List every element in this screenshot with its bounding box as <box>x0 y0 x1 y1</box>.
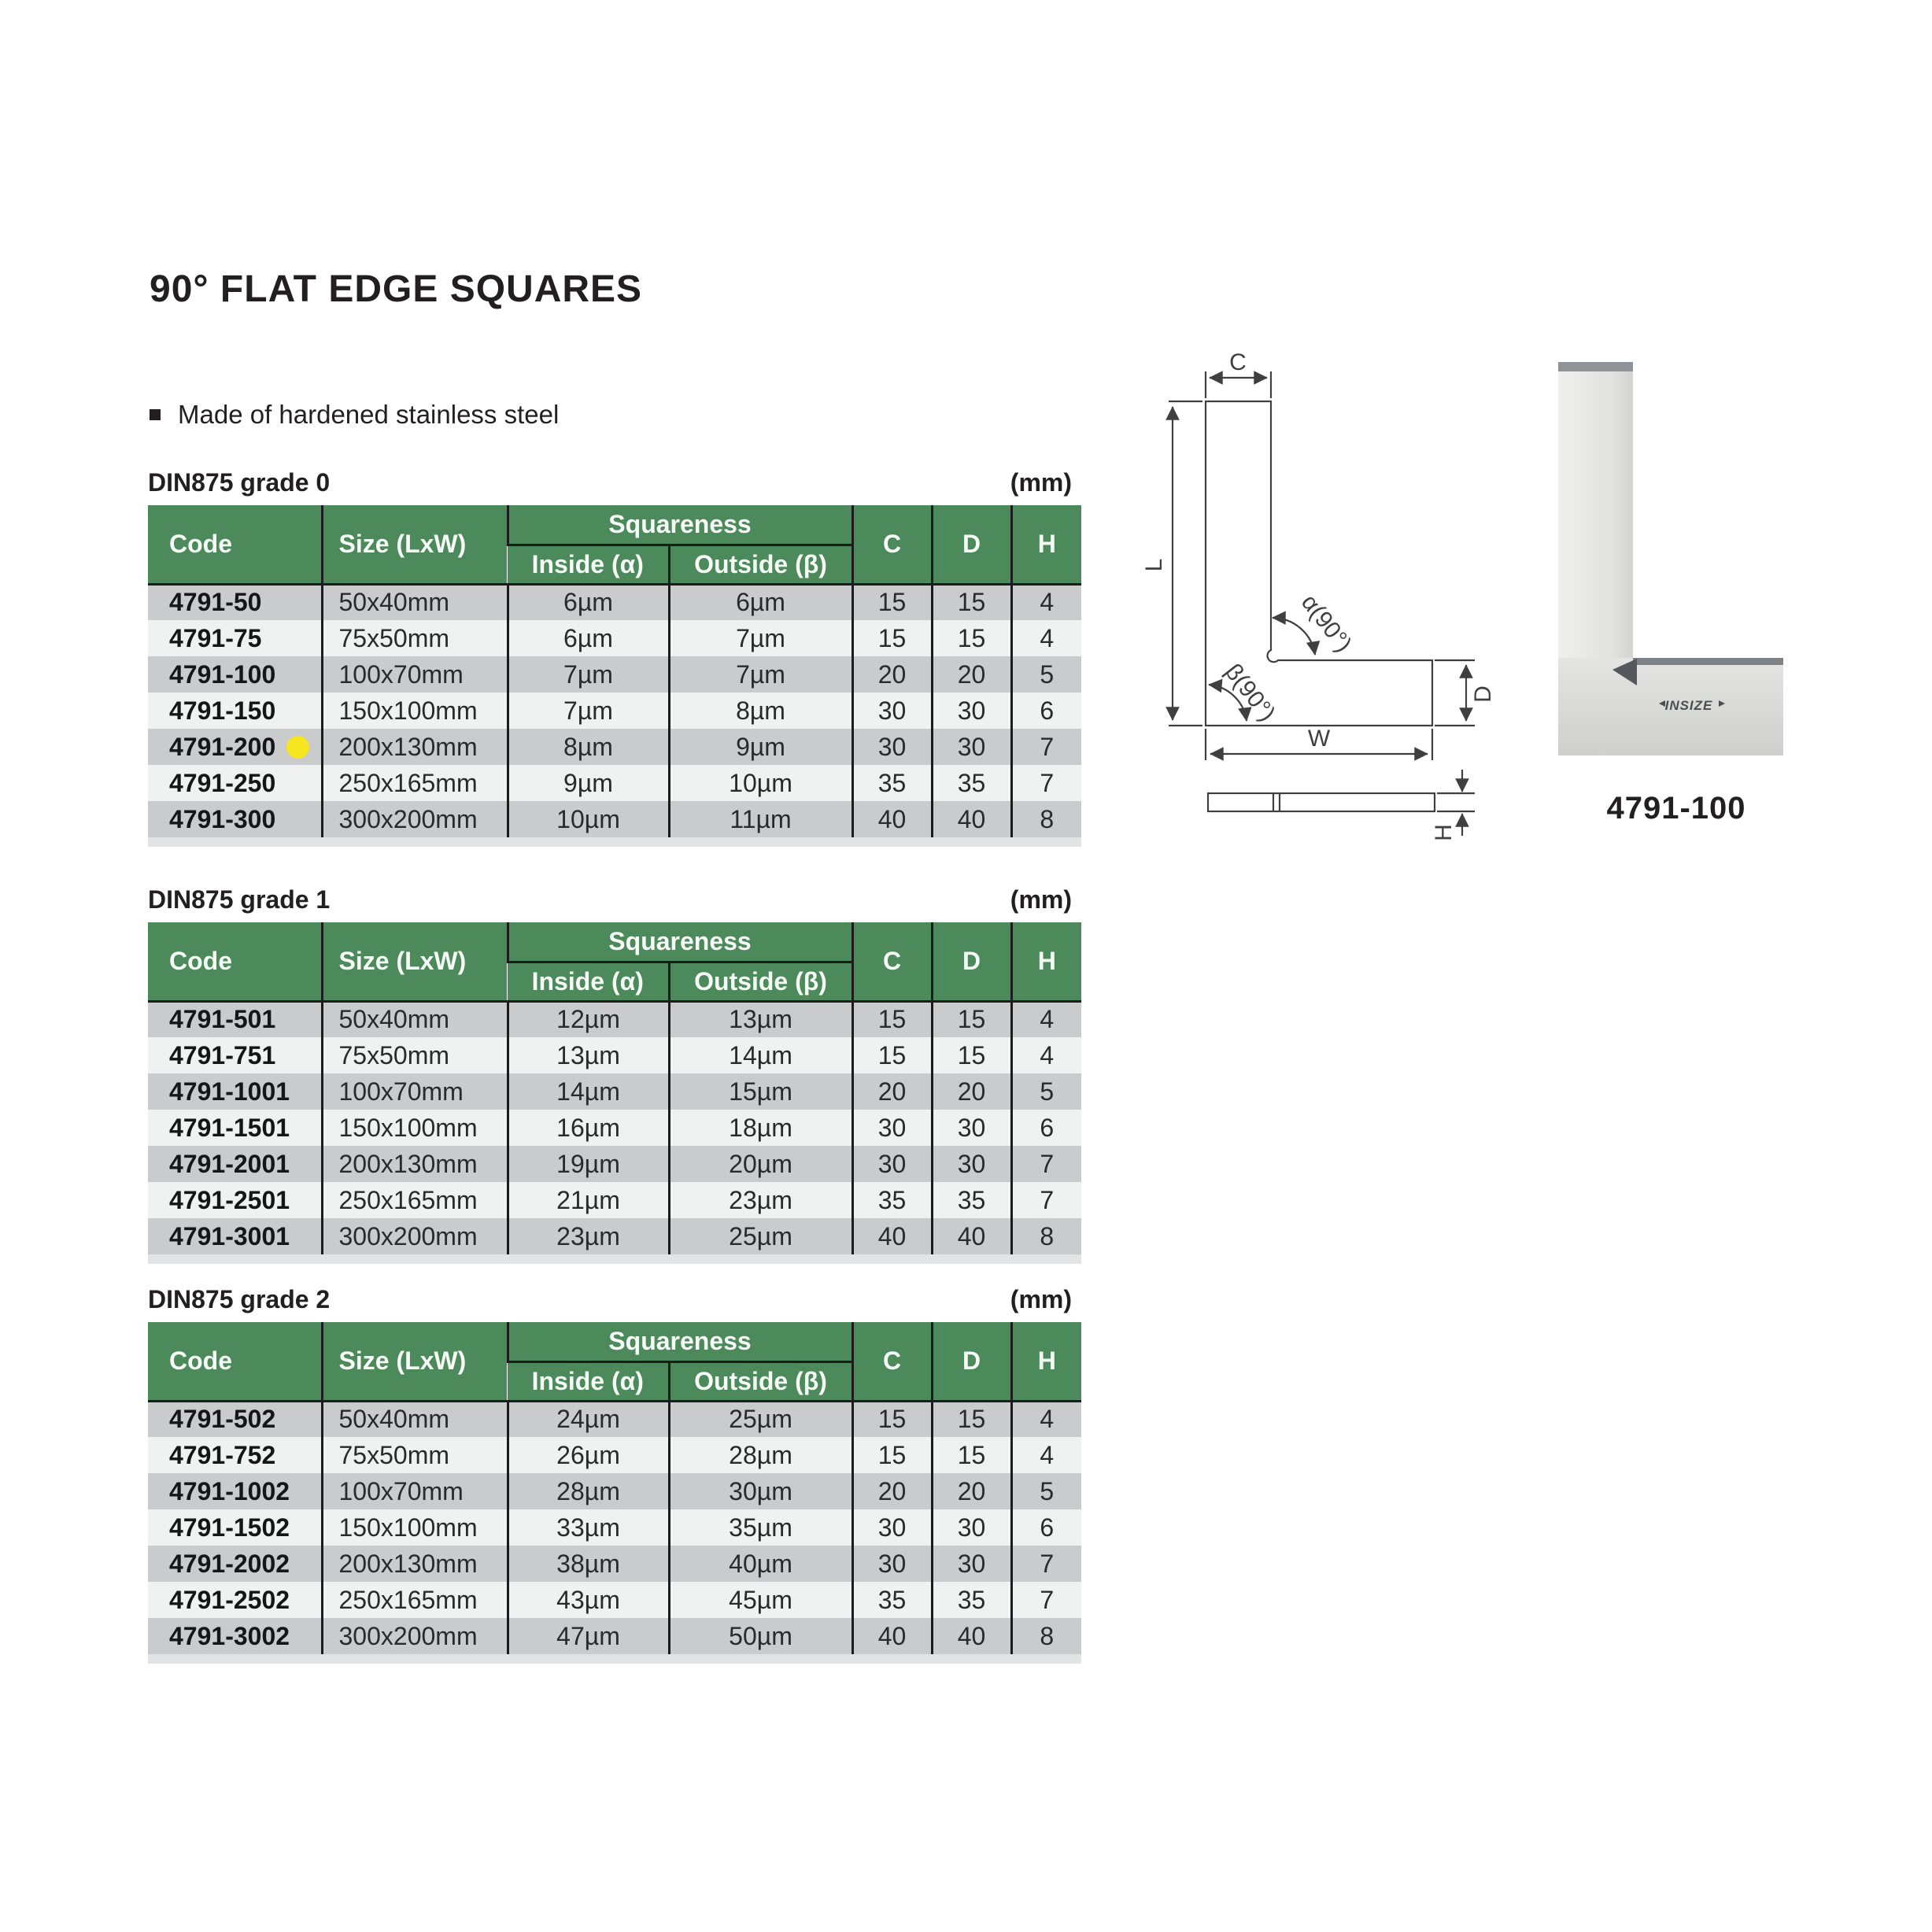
highlight-dot-icon <box>286 736 309 759</box>
table-cell: 6µm <box>669 584 852 620</box>
table-cell: 13µm <box>669 1001 852 1037</box>
table-row <box>148 1509 1081 1546</box>
table-cell: 4791-502 <box>169 1405 276 1434</box>
column-header: Squareness <box>508 505 852 545</box>
table-cell: 4791-250 <box>169 768 276 797</box>
dim-label-l: L <box>1141 558 1167 572</box>
table-cell: 4791-150 <box>169 696 276 725</box>
table-row <box>148 1437 1081 1473</box>
table-row <box>148 1001 1081 1037</box>
table-cell: 40 <box>852 801 932 837</box>
table-row <box>148 801 1081 837</box>
column-header: Inside (α) <box>508 962 669 1001</box>
table-row <box>148 693 1081 729</box>
table-cell: 15 <box>852 1001 932 1037</box>
table-cell: 7 <box>1011 1582 1081 1618</box>
table-row <box>148 1401 1081 1437</box>
table-row <box>148 729 1081 765</box>
table-row <box>148 1473 1081 1509</box>
brand-logo-text: INSIZE <box>1664 698 1713 713</box>
table-cell: 38µm <box>508 1546 669 1582</box>
table-cell: 4791-2501 <box>169 1185 290 1214</box>
table-cell: 4791-100 <box>169 659 276 689</box>
table-cell: 15 <box>932 1437 1011 1473</box>
table-bottom-edge <box>148 837 1081 847</box>
table-cell: 4 <box>1011 1001 1081 1037</box>
table-cell: 5 <box>1011 656 1081 693</box>
table-cell: 33µm <box>508 1509 669 1546</box>
spec-table <box>148 1322 1081 1654</box>
table-cell: 35µm <box>669 1509 852 1546</box>
column-header: D <box>932 505 1011 584</box>
column-header: Outside (β) <box>669 962 852 1001</box>
table-cell: 12µm <box>508 1001 669 1037</box>
table-cell: 20µm <box>669 1146 852 1182</box>
table-cell: 8µm <box>669 693 852 729</box>
table-cell: 23µm <box>669 1182 852 1218</box>
column-header: Squareness <box>508 922 852 962</box>
table-cell: 25µm <box>669 1401 852 1437</box>
column-header: D <box>932 922 1011 1001</box>
bullet-marker-icon <box>150 409 161 420</box>
table-cell: 20 <box>932 1473 1011 1509</box>
table-row <box>148 656 1081 693</box>
table-cell: 30 <box>932 1509 1011 1546</box>
dim-label-alpha: α(90°) <box>1296 589 1357 657</box>
table-cell: 50µm <box>669 1618 852 1654</box>
table-cell: 20 <box>852 656 932 693</box>
table-cell: 4791-300 <box>169 804 276 833</box>
table-cell: 35 <box>932 1182 1011 1218</box>
column-header: Squareness <box>508 1322 852 1361</box>
base-top-face <box>1633 658 1783 665</box>
table-cell: 7 <box>1011 729 1081 765</box>
table-cell: 6 <box>1011 1509 1081 1546</box>
table-cell: 28µm <box>508 1473 669 1509</box>
table-cell: 6 <box>1011 1110 1081 1146</box>
table-cell: 7 <box>1011 1546 1081 1582</box>
unit-label: (mm) <box>1010 885 1072 914</box>
table-cell: 50x40mm <box>322 1001 508 1037</box>
table-cell: 11µm <box>669 801 852 837</box>
table-cell: 47µm <box>508 1618 669 1654</box>
table-cell: 8 <box>1011 1618 1081 1654</box>
table-cell: 35 <box>852 1182 932 1218</box>
table-cell: 200x130mm <box>322 729 508 765</box>
table-cell: 30 <box>852 729 932 765</box>
table-cell: 8 <box>1011 801 1081 837</box>
table-cell: 30 <box>932 1546 1011 1582</box>
table-cell: 13µm <box>508 1037 669 1073</box>
table-cell: 250x165mm <box>322 1582 508 1618</box>
column-header: Outside (β) <box>669 545 852 584</box>
column-header: Inside (α) <box>508 1361 669 1401</box>
spec-table <box>148 505 1081 837</box>
table-cell: 6µm <box>508 620 669 656</box>
unit-label: (mm) <box>1010 468 1072 497</box>
table-row <box>148 1037 1081 1073</box>
table-cell: 30 <box>932 1110 1011 1146</box>
table-row <box>148 620 1081 656</box>
column-header: Code <box>148 505 322 584</box>
table-cell: 4791-1002 <box>169 1476 290 1505</box>
table-cell: 50x40mm <box>322 1401 508 1437</box>
table-cell: 150x100mm <box>322 1509 508 1546</box>
table-cell: 15 <box>932 1001 1011 1037</box>
table-cell: 5 <box>1011 1073 1081 1110</box>
table-cell: 15 <box>932 620 1011 656</box>
table-cell: 35 <box>932 1582 1011 1618</box>
spec-table <box>148 922 1081 1254</box>
column-header: C <box>852 922 932 1001</box>
table-cell: 4791-75 <box>169 623 262 652</box>
dim-label-w: W <box>1307 726 1331 752</box>
section-label: DIN875 grade 1 <box>148 885 331 914</box>
table-cell: 40 <box>932 801 1011 837</box>
table-cell: 7µm <box>508 693 669 729</box>
table-cell: 4791-501 <box>169 1005 276 1034</box>
column-header: H <box>1011 1322 1081 1401</box>
table-cell: 7 <box>1011 1146 1081 1182</box>
product-caption: 4791-100 <box>1606 791 1746 826</box>
table-cell: 14µm <box>508 1073 669 1110</box>
blade-face <box>1558 371 1633 658</box>
table-cell: 6 <box>1011 693 1081 729</box>
table-cell: 30 <box>932 729 1011 765</box>
table-cell: 18µm <box>669 1110 852 1146</box>
table-cell: 40µm <box>669 1546 852 1582</box>
table-cell: 20 <box>932 1073 1011 1110</box>
table-cell: 75x50mm <box>322 1437 508 1473</box>
table-cell: 50x40mm <box>322 584 508 620</box>
table-cell: 4791-752 <box>169 1440 276 1469</box>
table-cell: 100x70mm <box>322 1073 508 1110</box>
table-row <box>148 1546 1081 1582</box>
table-cell: 4791-50 <box>169 588 262 617</box>
table-row <box>148 1110 1081 1146</box>
table-cell: 4791-1501 <box>169 1113 290 1142</box>
table-cell: 40 <box>852 1218 932 1254</box>
unit-label: (mm) <box>1010 1285 1072 1313</box>
table-cell: 43µm <box>508 1582 669 1618</box>
table-cell: 7µm <box>669 656 852 693</box>
table-cell: 6µm <box>508 584 669 620</box>
table-cell: 35 <box>852 1582 932 1618</box>
table-cell: 4791-1001 <box>169 1077 290 1106</box>
table-cell: 10µm <box>508 801 669 837</box>
table-cell: 75x50mm <box>322 620 508 656</box>
dim-label-d: D <box>1470 685 1496 703</box>
column-header: Code <box>148 922 322 1001</box>
table-cell: 28µm <box>669 1437 852 1473</box>
table-cell: 300x200mm <box>322 801 508 837</box>
table-cell: 4791-2502 <box>169 1585 290 1614</box>
dim-label-h: H <box>1431 824 1457 841</box>
table-cell: 30 <box>932 1146 1011 1182</box>
table-cell: 20 <box>852 1473 932 1509</box>
table-cell: 10µm <box>669 765 852 801</box>
column-header: Outside (β) <box>669 1361 852 1401</box>
table-cell: 4791-2001 <box>169 1149 290 1178</box>
table-cell: 15 <box>852 1037 932 1073</box>
table-cell: 21µm <box>508 1182 669 1218</box>
table-cell: 100x70mm <box>322 1473 508 1509</box>
table-cell: 7µm <box>669 620 852 656</box>
table-cell: 15 <box>852 584 932 620</box>
table-cell: 4791-2002 <box>169 1549 290 1578</box>
table-bottom-edge <box>148 1654 1081 1664</box>
column-header: Size (LxW) <box>322 1322 508 1401</box>
table-row <box>148 1618 1081 1654</box>
table-row <box>148 1218 1081 1254</box>
table-cell: 30 <box>932 693 1011 729</box>
table-row <box>148 1073 1081 1110</box>
column-header: D <box>932 1322 1011 1401</box>
table-cell: 4791-200 <box>148 729 322 765</box>
table-cell: 300x200mm <box>322 1218 508 1254</box>
table-cell: 7 <box>1011 765 1081 801</box>
table-cell: 4 <box>1011 1437 1081 1473</box>
table-cell: 23µm <box>508 1218 669 1254</box>
table-cell: 30µm <box>669 1473 852 1509</box>
table-cell: 4 <box>1011 1401 1081 1437</box>
table-cell: 45µm <box>669 1582 852 1618</box>
table-cell: 20 <box>932 656 1011 693</box>
spec-section-grade2 <box>148 1286 1081 1664</box>
page-title: 90° FLAT EDGE SQUARES <box>150 268 643 310</box>
table-row <box>148 765 1081 801</box>
table-cell: 300x200mm <box>322 1618 508 1654</box>
table-cell: 4 <box>1011 620 1081 656</box>
spec-section-grade0 <box>148 469 1081 847</box>
table-cell: 75x50mm <box>322 1037 508 1073</box>
table-cell: 40 <box>852 1618 932 1654</box>
table-cell: 4791-1502 <box>169 1513 290 1542</box>
table-cell: 150x100mm <box>322 693 508 729</box>
table-cell: 30 <box>852 1509 932 1546</box>
table-cell: 15 <box>932 1037 1011 1073</box>
table-row <box>148 1582 1081 1618</box>
dim-label-c: C <box>1229 349 1247 375</box>
table-cell: 30 <box>852 1546 932 1582</box>
column-header: H <box>1011 922 1081 1001</box>
table-row <box>148 584 1081 620</box>
table-cell: 40 <box>932 1218 1011 1254</box>
table-cell: 14µm <box>669 1037 852 1073</box>
table-cell: 250x165mm <box>322 765 508 801</box>
table-cell: 26µm <box>508 1437 669 1473</box>
table-cell: 30 <box>852 1146 932 1182</box>
table-cell: 9µm <box>508 765 669 801</box>
feature-text: Made of hardened stainless steel <box>178 400 560 429</box>
column-header: C <box>852 505 932 584</box>
table-cell: 30 <box>852 1110 932 1146</box>
table-cell: 15 <box>852 620 932 656</box>
table-row <box>148 1182 1081 1218</box>
table-cell: 40 <box>932 1618 1011 1654</box>
table-cell: 35 <box>932 765 1011 801</box>
dim-label-beta: β(90°) <box>1220 659 1280 726</box>
table-cell: 8µm <box>508 729 669 765</box>
table-cell: 15 <box>932 1401 1011 1437</box>
table-cell: 5 <box>1011 1473 1081 1509</box>
column-header: C <box>852 1322 932 1401</box>
table-cell: 15µm <box>669 1073 852 1110</box>
feature-bullet <box>150 400 559 430</box>
column-header: Code <box>148 1322 322 1401</box>
table-row <box>148 1146 1081 1182</box>
blade-top-face <box>1558 362 1633 371</box>
table-cell: 35 <box>852 765 932 801</box>
table-cell: 7 <box>1011 1182 1081 1218</box>
table-cell: 100x70mm <box>322 656 508 693</box>
table-cell: 15 <box>852 1437 932 1473</box>
table-cell: 4791-751 <box>169 1040 276 1069</box>
table-cell: 20 <box>852 1073 932 1110</box>
column-header: H <box>1011 505 1081 584</box>
spec-section-grade1 <box>148 886 1081 1264</box>
product-photo <box>1535 338 1818 779</box>
table-cell: 4 <box>1011 584 1081 620</box>
table-cell: 200x130mm <box>322 1546 508 1582</box>
table-cell: 24µm <box>508 1401 669 1437</box>
table-cell: 19µm <box>508 1146 669 1182</box>
table-cell: 16µm <box>508 1110 669 1146</box>
table-cell: 250x165mm <box>322 1182 508 1218</box>
table-bottom-edge <box>148 1254 1081 1264</box>
dimension-diagram <box>1141 338 1535 858</box>
column-header: Size (LxW) <box>322 922 508 1001</box>
section-label: DIN875 grade 2 <box>148 1285 331 1313</box>
table-cell: 150x100mm <box>322 1110 508 1146</box>
table-cell: 4 <box>1011 1037 1081 1073</box>
table-cell: 7µm <box>508 656 669 693</box>
table-cell: 15 <box>932 584 1011 620</box>
column-header: Size (LxW) <box>322 505 508 584</box>
table-cell: 4791-3002 <box>169 1621 290 1650</box>
table-cell: 30 <box>852 693 932 729</box>
section-label: DIN875 grade 0 <box>148 468 331 497</box>
table-cell: 25µm <box>669 1218 852 1254</box>
table-cell: 8 <box>1011 1218 1081 1254</box>
column-header: Inside (α) <box>508 545 669 584</box>
table-cell: 9µm <box>669 729 852 765</box>
table-cell: 4791-3001 <box>169 1221 290 1250</box>
table-cell: 200x130mm <box>322 1146 508 1182</box>
table-cell: 15 <box>852 1401 932 1437</box>
